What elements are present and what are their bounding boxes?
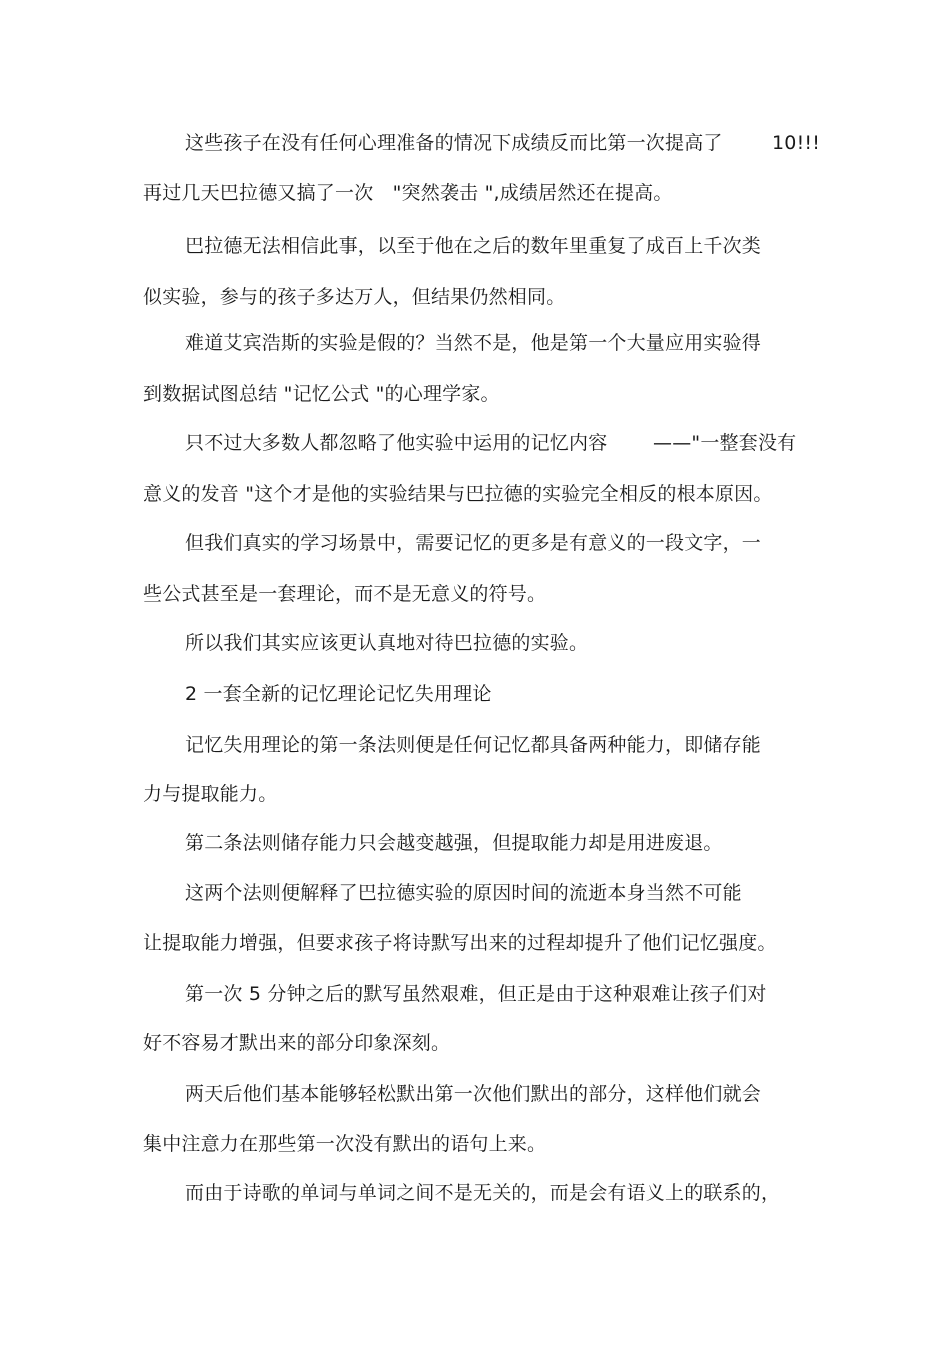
paragraph-line: 好不容易才默出来的部分印象深刻。 [143, 1032, 451, 1054]
paragraph-line: 这些孩子在没有任何心理准备的情况下成绩反而比第一次提高了 [185, 132, 723, 154]
paragraph-line: 些公式甚至是一套理论，而不是无意义的符号。 [143, 583, 547, 605]
paragraph-line: 意义的发音 "这个才是他的实验结果与巴拉德的实验完全相反的根本原因。 [143, 483, 773, 505]
paragraph-line: 记忆失用理论的第一条法则便是任何记忆都具备两种能力，即储存能 [185, 734, 762, 756]
paragraph-line: 但我们真实的学习场景中，需要记忆的更多是有意义的一段文字，一 [185, 532, 762, 554]
paragraph-line: 巴拉德无法相信此事，以至于他在之后的数年里重复了成百上千次类 [185, 235, 762, 257]
paragraph-line: 只不过大多数人都忽略了他实验中运用的记忆内容 [185, 432, 608, 454]
paragraph-line: 第二条法则储存能力只会越变越强，但提取能力却是用进废退。 [185, 832, 723, 854]
paragraph-line: 似实验，参与的孩子多达万人，但结果仍然相同。 [143, 286, 566, 308]
paragraph-line: 难道艾宾浩斯的实验是假的？当然不是，他是第一个大量应用实验得 [185, 332, 762, 354]
paragraph-line: 让提取能力增强，但要求孩子将诗默写出来的过程却提升了他们记忆强度。 [143, 932, 777, 954]
paragraph-line: 再过几天巴拉德又搞了一次 "突然袭击 ",成绩居然还在提高。 [143, 182, 673, 204]
paragraph-line: 所以我们其实应该更认真地对待巴拉德的实验。 [185, 632, 589, 654]
paragraph-line: 这两个法则便解释了巴拉德实验的原因时间的流逝本身当然不可能 [185, 882, 742, 904]
paragraph-line: 两天后他们基本能够轻松默出第一次他们默出的部分，这样他们就会 [185, 1083, 762, 1105]
paragraph-line: 到数据试图总结 "记忆公式 "的心理学家。 [143, 383, 500, 405]
paragraph-line: 第一次 5 分钟之后的默写虽然艰难，但正是由于这种艰难让孩子们对 [185, 983, 767, 1005]
paragraph-line: 而由于诗歌的单词与单词之间不是无关的，而是会有语义上的联系的， [185, 1182, 781, 1204]
paragraph-line: ——"一整套没有 [653, 432, 797, 454]
paragraph-line: 集中注意力在那些第一次没有默出的语句上来。 [143, 1133, 547, 1155]
section-heading: 2 一套全新的记忆理论记忆失用理论 [185, 683, 492, 705]
paragraph-line: 力与提取能力。 [143, 783, 278, 805]
paragraph-line: 10!!! [772, 132, 821, 154]
